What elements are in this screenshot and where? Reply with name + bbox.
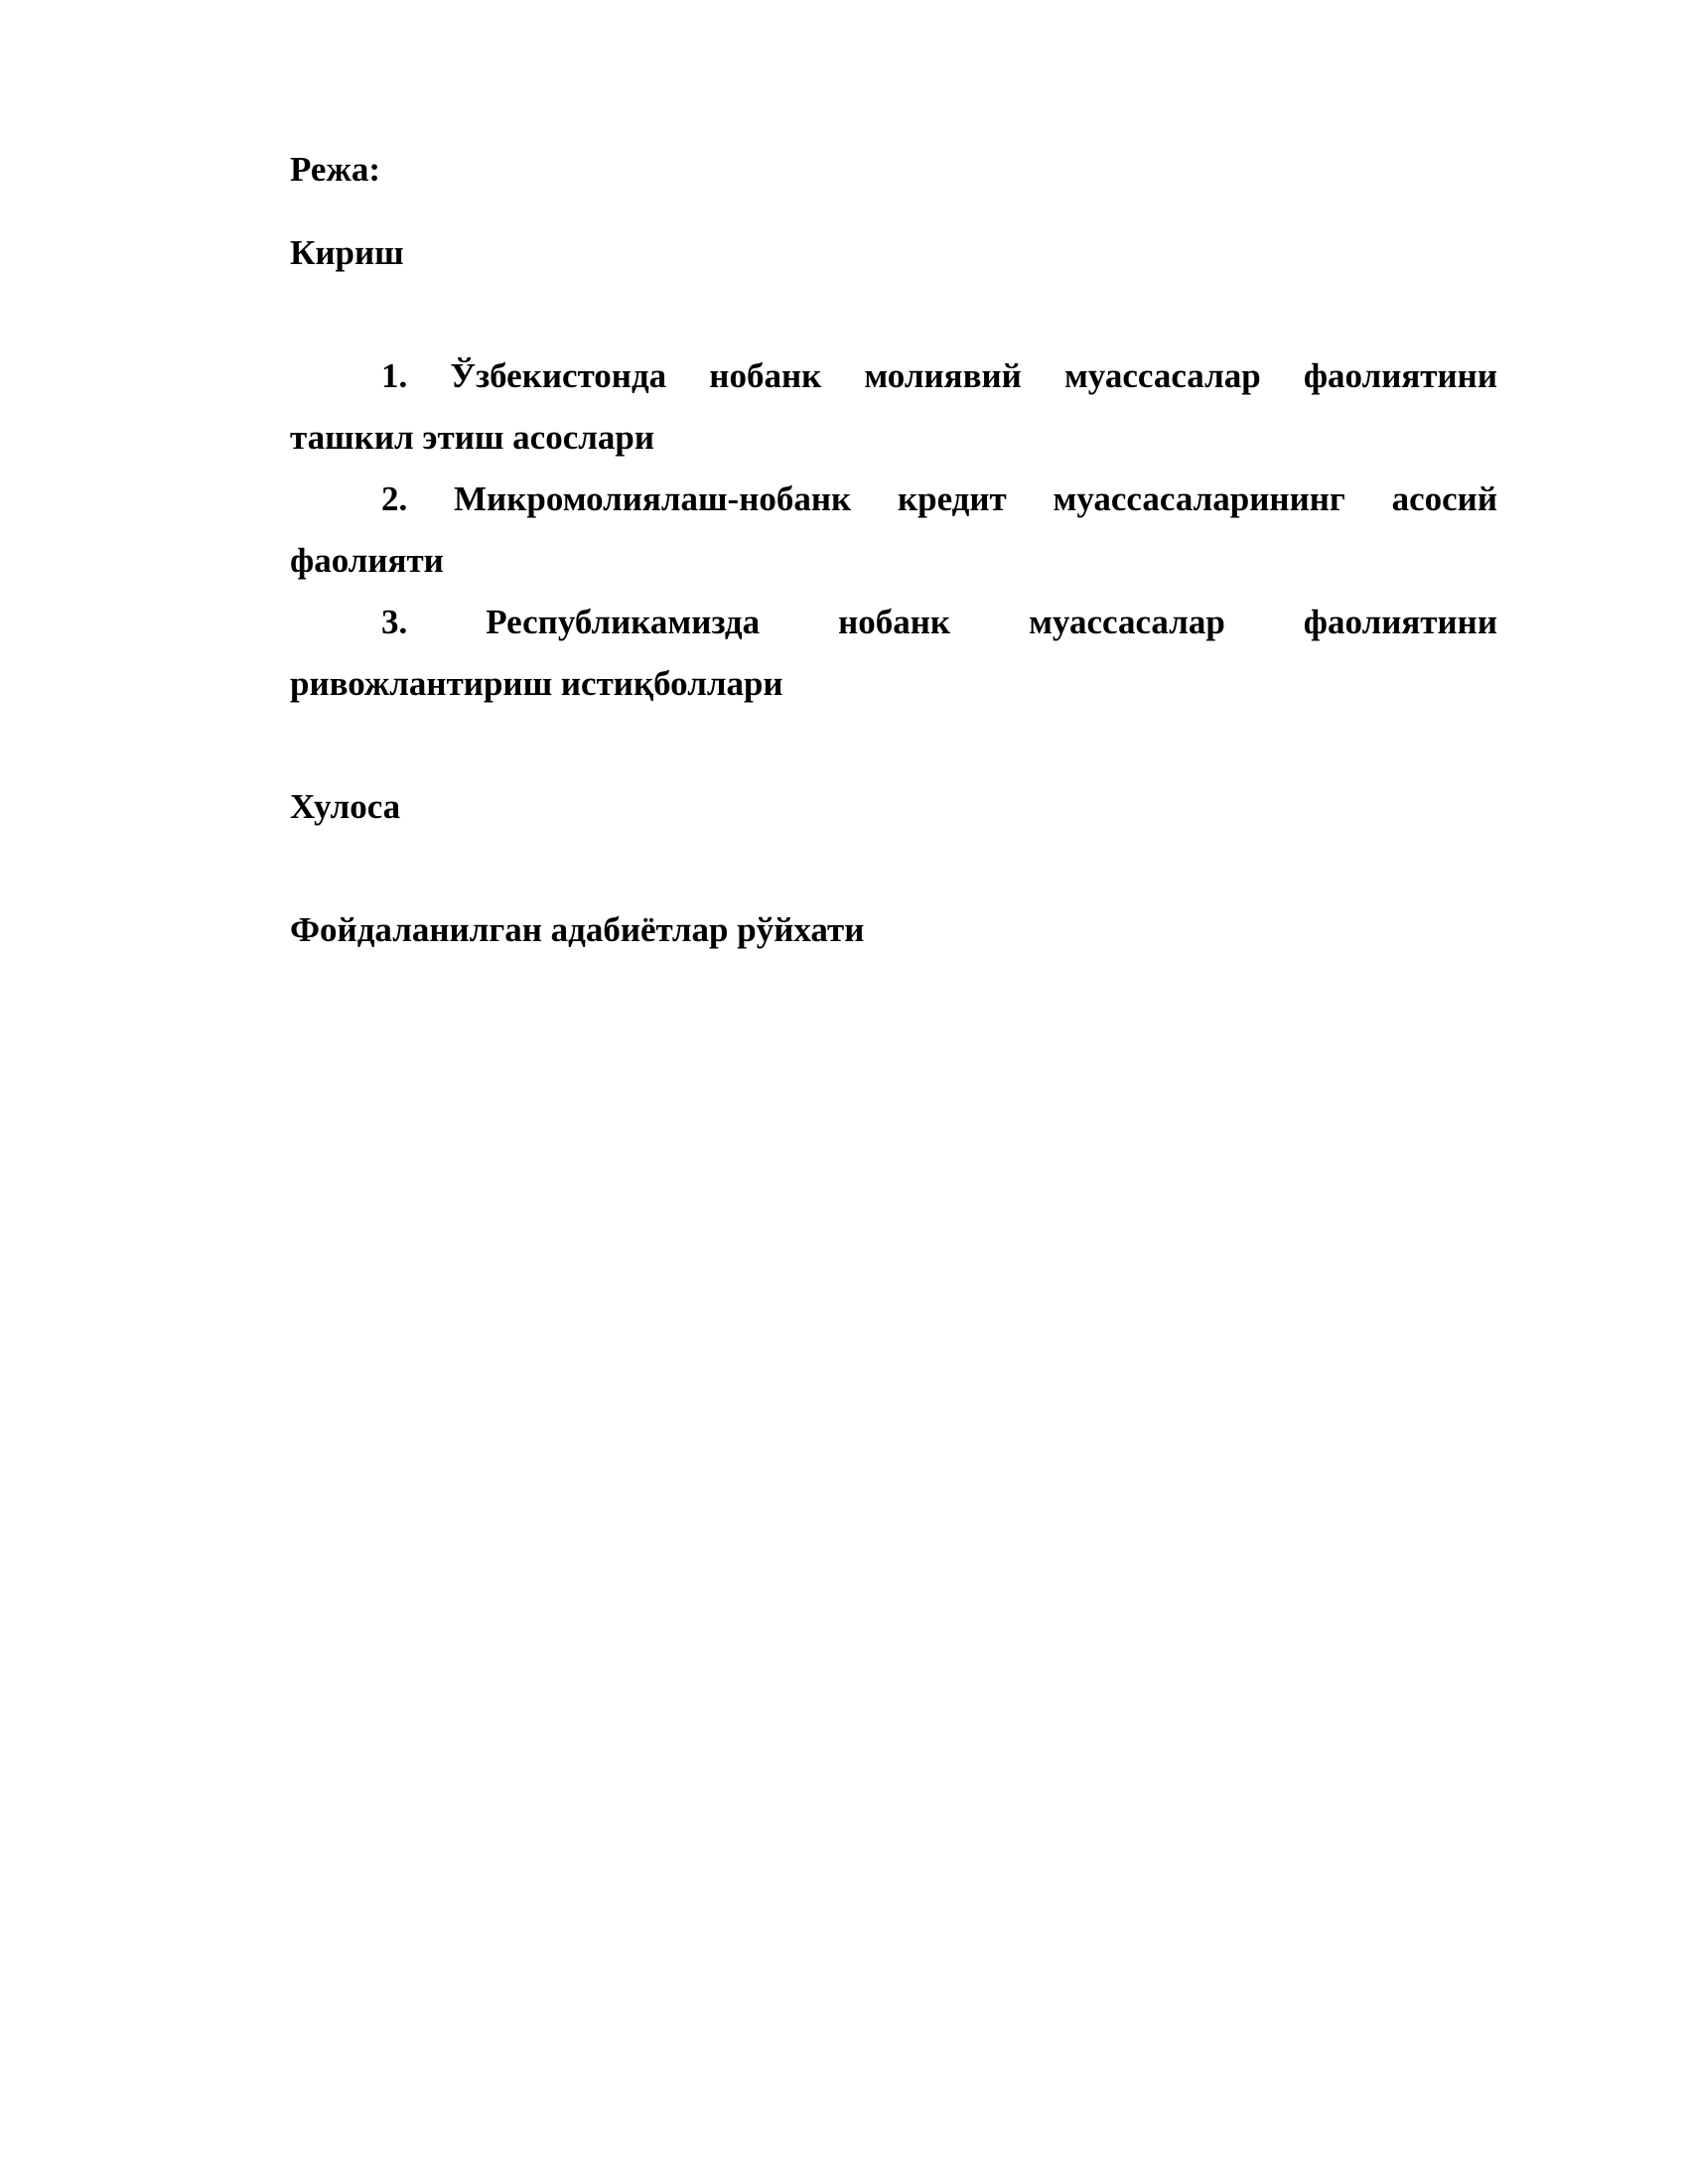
plan-content [290, 139, 1497, 961]
plan-item-2 [290, 469, 1497, 592]
plan-item-3 [290, 592, 1497, 715]
plan-item-2-line-1: 2. Микромолиялаш-нобанк кредит муассасаларининг асосий [381, 479, 1497, 518]
references-heading: Фойдаланилган адабиётлар рўйхати [290, 910, 865, 949]
plan-title: Режа: [290, 150, 380, 189]
conclusion-heading: Хулоса [290, 787, 401, 826]
plan-item-1-line-1: 1. Ўзбекистонда нобанк молиявий муассасалар фаолиятини [381, 356, 1497, 395]
plan-item-3-line-2: ривожлантириш истиқболлари [290, 664, 783, 703]
plan-item-3-line-1: 3. Республикамизда нобанк муассасалар фаолиятини [381, 603, 1497, 641]
plan-item-1 [290, 345, 1497, 469]
introduction-heading: Кириш [290, 233, 404, 272]
plan-item-2-line-2: фаолияти [290, 541, 444, 580]
plan-item-1-line-2: ташкил этиш асослари [290, 418, 655, 457]
